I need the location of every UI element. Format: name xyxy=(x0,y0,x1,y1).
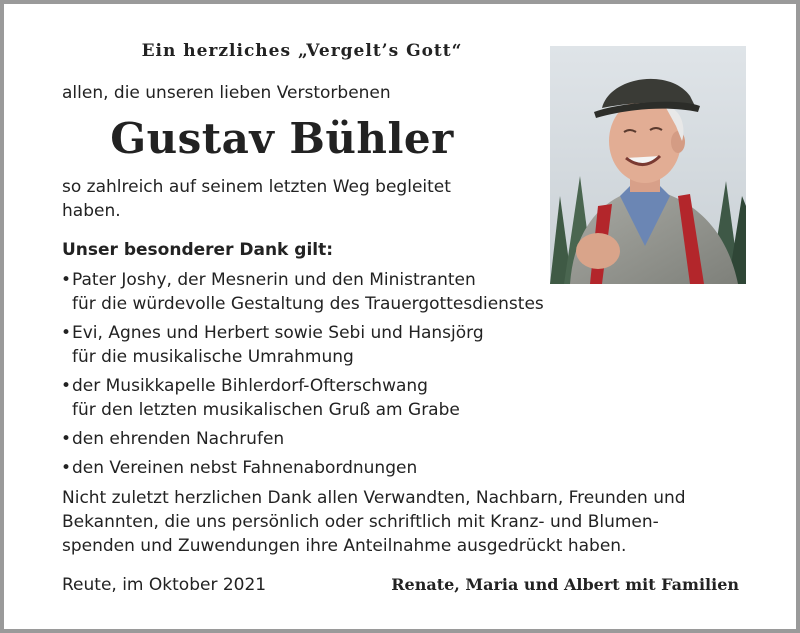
bullet-icon: • xyxy=(61,429,72,449)
list-item xyxy=(62,456,544,480)
thanks-heading: Unser besonderer Dank gilt: xyxy=(62,240,334,260)
deceased-name: Gustav Bühler xyxy=(110,114,454,163)
closing-line: Nicht zuletzt herzlichen Dank allen Verwandten, Nachbarn, Freunden und xyxy=(62,488,686,508)
place-date: Reute, im Oktober 2021 xyxy=(62,575,267,595)
list-item-line: Pater Joshy, der Mesnerin und den Ministranten xyxy=(72,270,476,290)
intro-line: allen, die unseren lieben Verstorbenen xyxy=(62,83,391,103)
bullet-icon: • xyxy=(61,376,72,396)
closing-line: Bekannten, die uns persönlich oder schriftlich mit Kranz- und Blumen- xyxy=(62,512,659,532)
list-item-line: den ehrenden Nachrufen xyxy=(72,429,285,449)
list-item-line: der Musikkapelle Bihlerdorf-Ofterschwang xyxy=(72,376,428,396)
closing-line: spenden und Zuwendungen ihre Anteilnahme ausgedrückt haben. xyxy=(62,536,627,556)
bullet-icon: • xyxy=(61,270,72,290)
signature: Renate, Maria und Albert mit Familien xyxy=(391,575,739,594)
list-item-line: für den letzten musikalischen Gruß am Grabe xyxy=(72,400,460,420)
follow-line-2: haben. xyxy=(62,201,121,221)
list-item xyxy=(62,321,544,369)
bullet-icon: • xyxy=(61,458,72,478)
follow-line-1: so zahlreich auf seinem letzten Weg begleitet xyxy=(62,177,451,197)
thanks-list xyxy=(62,268,544,485)
closing-paragraph xyxy=(62,486,762,558)
list-item-line: für die würdevolle Gestaltung des Trauergottesdienstes xyxy=(72,294,544,314)
list-item xyxy=(62,427,544,451)
list-item xyxy=(62,268,544,316)
list-item-line: für die musikalische Umrahmung xyxy=(72,347,354,367)
portrait-photo xyxy=(550,46,746,284)
bullet-icon: • xyxy=(61,323,72,343)
notice-heading: Ein herzliches „Vergelt’s Gott“ xyxy=(141,41,463,61)
list-item xyxy=(62,374,544,422)
list-item-line: den Vereinen nebst Fahnenabordnungen xyxy=(72,458,418,478)
list-item-line: Evi, Agnes und Herbert sowie Sebi und Hansjörg xyxy=(72,323,484,343)
